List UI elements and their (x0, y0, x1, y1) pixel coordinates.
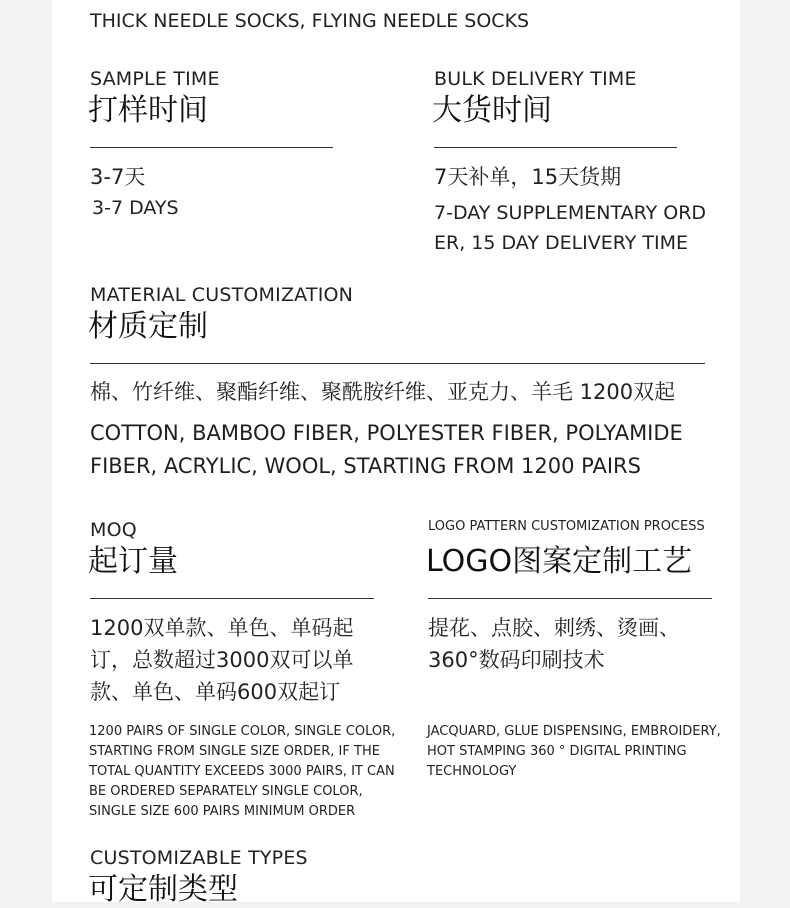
bulk-delivery-divider (434, 147, 677, 148)
moq-cn-line2: 订，总数超过3000双可以单 (90, 648, 354, 672)
material-en-line1: COTTON, BAMBOO FIBER, POLYESTER FIBER, POLYAMIDE (90, 421, 683, 445)
sample-time-cn-title: 打样时间 (88, 93, 208, 128)
moq-cn-title: 起订量 (88, 544, 178, 579)
material-divider (90, 363, 705, 364)
customizable-types-cn-title: 可定制类型 (88, 872, 238, 907)
sample-time-divider (90, 147, 333, 148)
moq-cn-line3: 款、单色、单码600双起订 (90, 680, 341, 704)
bulk-delivery-cn-title: 大货时间 (432, 93, 552, 128)
moq-cn-line1: 1200双单款、单色、单码起 (90, 616, 354, 640)
sample-time-cn-value: 3-7天 (90, 165, 146, 189)
bulk-delivery-en-line1: 7-DAY SUPPLEMENTARY ORD (434, 202, 707, 224)
material-cn-value: 棉、竹纤维、聚酯纤维、聚酰胺纤维、亚克力、羊毛 1200双起 (90, 380, 676, 404)
logo-cn-line1: 提花、点胶、刺绣、烫画、 (428, 616, 680, 640)
material-en-line2: FIBER, ACRYLIC, WOOL, STARTING FROM 1200 PAIRS (90, 454, 641, 478)
moq-en-title: MOQ (90, 519, 137, 541)
bulk-delivery-en-title: BULK DELIVERY TIME (434, 68, 637, 90)
logo-cn-line2: 360°数码印刷技术 (428, 648, 605, 672)
customizable-types-en-title: CUSTOMIZABLE TYPES (90, 847, 308, 869)
logo-en-title: LOGO PATTERN CUSTOMIZATION PROCESS (428, 519, 705, 534)
top-line: THICK NEEDLE SOCKS, FLYING NEEDLE SOCKS (90, 10, 530, 32)
sample-time-en-title: SAMPLE TIME (90, 68, 220, 90)
logo-divider (428, 598, 712, 599)
bulk-delivery-en-line2: ER, 15 DAY DELIVERY TIME (434, 232, 689, 254)
sample-time-en-value: 3-7 DAYS (92, 197, 179, 219)
moq-en-value: 1200 PAIRS OF SINGLE COLOR, SINGLE COLOR, STARTING FROM SINGLE SIZE ORDER, IF THE TOTAL QUANTITY EXCEEDS 3000 PAIRS, IT CAN BE ORDERED SEPARATELY SINGLE COLOR, SINGLE SIZE 600 PAIRS MINIMUM ORDER (89, 724, 396, 819)
material-en-title: MATERIAL CUSTOMIZATION (90, 284, 354, 306)
moq-divider (90, 598, 374, 599)
material-cn-title: 材质定制 (88, 309, 208, 344)
bulk-delivery-cn-value: 7天补单，15天货期 (434, 165, 622, 189)
logo-cn-title: LOGO图案定制工艺 (426, 544, 693, 579)
logo-en-value: JACQUARD, GLUE DISPENSING, EMBROIDERY, HOT STAMPING 360 ° DIGITAL PRINTING TECHNOLOGY (427, 724, 721, 779)
